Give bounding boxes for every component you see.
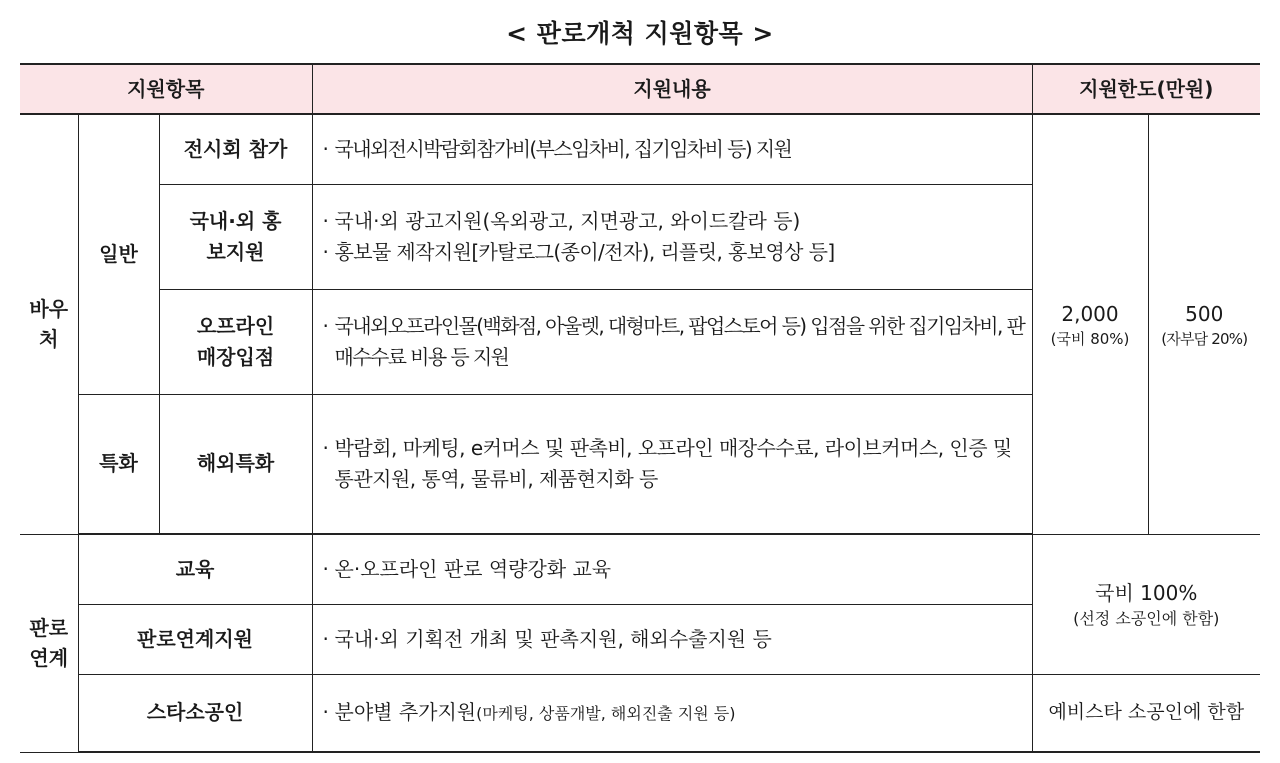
limit-self-value: 500 [1185, 302, 1224, 326]
item-content-exhibition: · 국내외전시박람회참가비(부스임차비, 집기임차비 등) 지원 [312, 114, 1032, 184]
bullet-mark: · [322, 313, 328, 338]
item-content-pr: · 국내·외 광고지원(옥외광고, 지면광고, 와이드칼라 등) · 홍보물 제작지원[카탈로그(종이/전자), 리플릿, 홍보영상 등] [312, 184, 1032, 289]
bullet-mark: · [322, 626, 329, 651]
table-row [20, 114, 1260, 184]
item-content-linkage-support: · 국내·외 기획전 개최 및 판촉지원, 해외수출지원 등 [312, 604, 1032, 674]
special-label: 특화 [78, 394, 159, 534]
table-row [20, 674, 1260, 752]
item-name-pr: 국내·외 홍보지원 [159, 184, 312, 289]
bullet-mark: · [322, 556, 329, 581]
bullet-mark: · [322, 136, 328, 161]
item-name-star: 스타소공인 [78, 674, 312, 752]
item-name-offline: 오프라인 매장입점 [159, 289, 312, 394]
support-items-table [20, 63, 1260, 753]
bullet-mark: · [322, 700, 329, 725]
table-row [20, 534, 1260, 604]
voucher-label: 바우처 [20, 114, 78, 534]
limit-self-cell [1148, 114, 1260, 534]
item-name-overseas: 해외특화 [159, 394, 312, 534]
linkage-label: 판로연계 [20, 534, 78, 752]
header-content: 지원내용 [312, 64, 1032, 114]
item-content-offline: · 국내외오프라인몰(백화점, 아울렛, 대형마트, 팝업스토어 등) 입점을 위한 집기임차비, 판매수수료 비용 등 지원 [312, 289, 1032, 394]
item-content-overseas: · 박람회, 마케팅, e커머스 및 판촉비, 오프라인 매장수수료, 라이브커머스, 인증 및 통관지원, 통역, 물류비, 제품현지화 등 [312, 394, 1032, 534]
linkage-limit-value: 국비 100% [1095, 581, 1198, 606]
limit-total-value: 2,000 [1061, 302, 1119, 326]
limit-total-cell [1032, 114, 1148, 534]
header-limit: 지원한도(만원) [1032, 64, 1260, 114]
item-name-exhibition: 전시회 참가 [159, 114, 312, 184]
item-content-education: · 온·오프라인 판로 역량강화 교육 [312, 534, 1032, 604]
item-name-linkage-support: 판로연계지원 [78, 604, 312, 674]
limit-self-note: (자부담 20%) [1161, 330, 1248, 348]
linkage-limit-note: (선정 소공인에 한함) [1073, 609, 1220, 629]
item-name-education: 교육 [78, 534, 312, 604]
header-row [20, 64, 1260, 114]
linkage-limit-cell [1032, 534, 1260, 674]
star-limit-cell: 예비스타 소공인에 한함 [1032, 674, 1260, 752]
bullet-mark: · [322, 208, 329, 233]
item-content-star: · 분야별 추가지원(마케팅, 상품개발, 해외진출 지원 등) [312, 674, 1032, 752]
general-label: 일반 [78, 114, 159, 394]
header-category: 지원항목 [20, 64, 312, 114]
bullet-mark: · [322, 239, 329, 264]
limit-total-note: (국비 80%) [1050, 330, 1130, 348]
page-title: < 판로개척 지원항목 > [506, 19, 774, 48]
bullet-mark: · [322, 435, 329, 460]
